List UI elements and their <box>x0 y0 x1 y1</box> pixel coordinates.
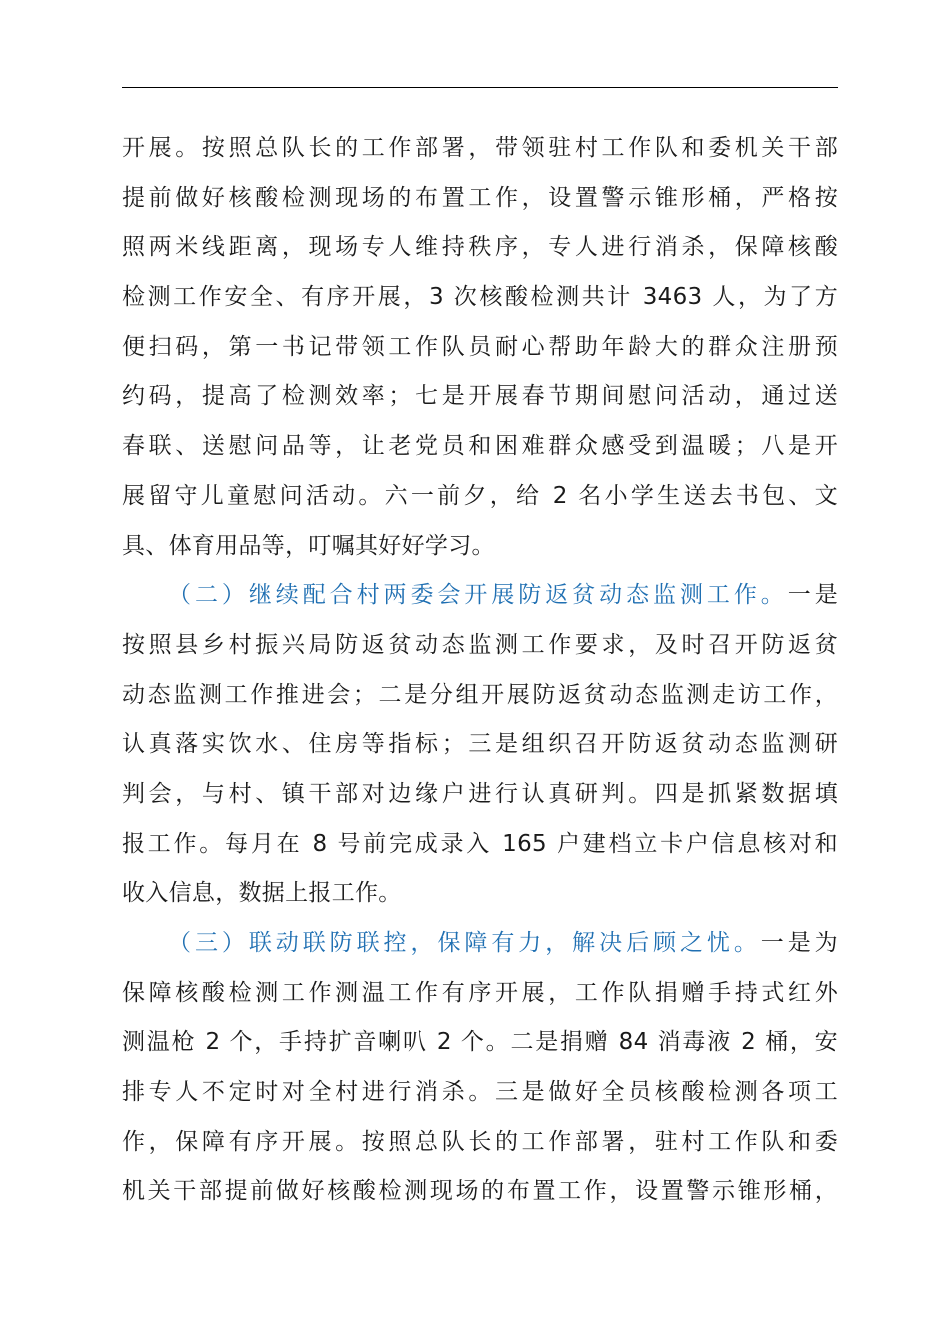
text-line: 排专人不定时对全村进行消杀。三是做好全员核酸检测各项工 <box>122 1079 838 1106</box>
text-line: 报工作。每月在 8 号前完成录入 165 户建档立卡户信息核对和 <box>122 830 838 857</box>
text-line: 展留守儿童慰问活动。六一前夕，给 2 名小学生送去书包、文 <box>122 482 838 509</box>
text-line: 按照县乡村振兴局防返贫动态监测工作要求，及时召开防返贫 <box>122 631 838 658</box>
section-heading: （三）联动联防联控，保障有力，解决后顾之忧。 <box>168 930 761 956</box>
text-line: 保障核酸检测工作测温工作有序开展，工作队捐赠手持式红外 <box>122 979 838 1006</box>
paragraph-3 <box>122 919 838 1217</box>
text-line: 测温枪 2 个，手持扩音喇叭 2 个。二是捐赠 84 消毒液 2 桶，安 <box>122 1029 838 1056</box>
text-line: 动态监测工作推进会；二是分组开展防返贫动态监测走访工作， <box>122 681 838 708</box>
text-line: 机关干部提前做好核酸检测现场的布置工作，设置警示锥形桶， <box>122 1178 838 1205</box>
text-line: 照两米线距离，现场专人维持秩序，专人进行消杀，保障核酸 <box>122 234 838 261</box>
paragraph-1 <box>122 124 838 571</box>
text-run: 一是为 <box>760 930 838 956</box>
document-body <box>122 124 838 1217</box>
section-heading: （二）继续配合村两委会开展防返贫动态监测工作。 <box>168 582 788 609</box>
text-line: 开展。按照总队长的工作部署，带领驻村工作队和委机关干部 <box>122 135 838 161</box>
text-line: 提前做好核酸检测现场的布置工作，设置警示锥形桶，严格按 <box>122 184 838 211</box>
text-line: 约码，提高了检测效率；七是开展春节期间慰问活动，通过送 <box>122 383 838 410</box>
text-line: 春联、送慰问品等，让老党员和困难群众感受到温暖；八是开 <box>122 433 838 460</box>
text-line: 判会，与村、镇干部对边缘户进行认真研判。四是抓紧数据填 <box>122 780 838 807</box>
text-run: 一是 <box>787 582 838 609</box>
header-rule <box>122 87 838 88</box>
paragraph-2 <box>122 571 838 919</box>
text-line: 作，保障有序开展。按照总队长的工作部署，驻村工作队和委 <box>122 1128 838 1155</box>
text-line: 便扫码，第一书记带领工作队员耐心帮助年龄大的群众注册预 <box>122 333 838 360</box>
text-line: 认真落实饮水、住房等指标；三是组织召开防返贫动态监测研 <box>122 731 838 758</box>
heading-line <box>122 919 838 969</box>
text-line: 收入信息，数据上报工作。 <box>122 880 402 907</box>
text-line: 具、体育用品等，叮嘱其好好学习。 <box>122 532 495 559</box>
heading-line <box>122 571 838 621</box>
text-line: 检测工作安全、有序开展，3 次核酸检测共计 3463 人，为了方 <box>122 284 838 311</box>
